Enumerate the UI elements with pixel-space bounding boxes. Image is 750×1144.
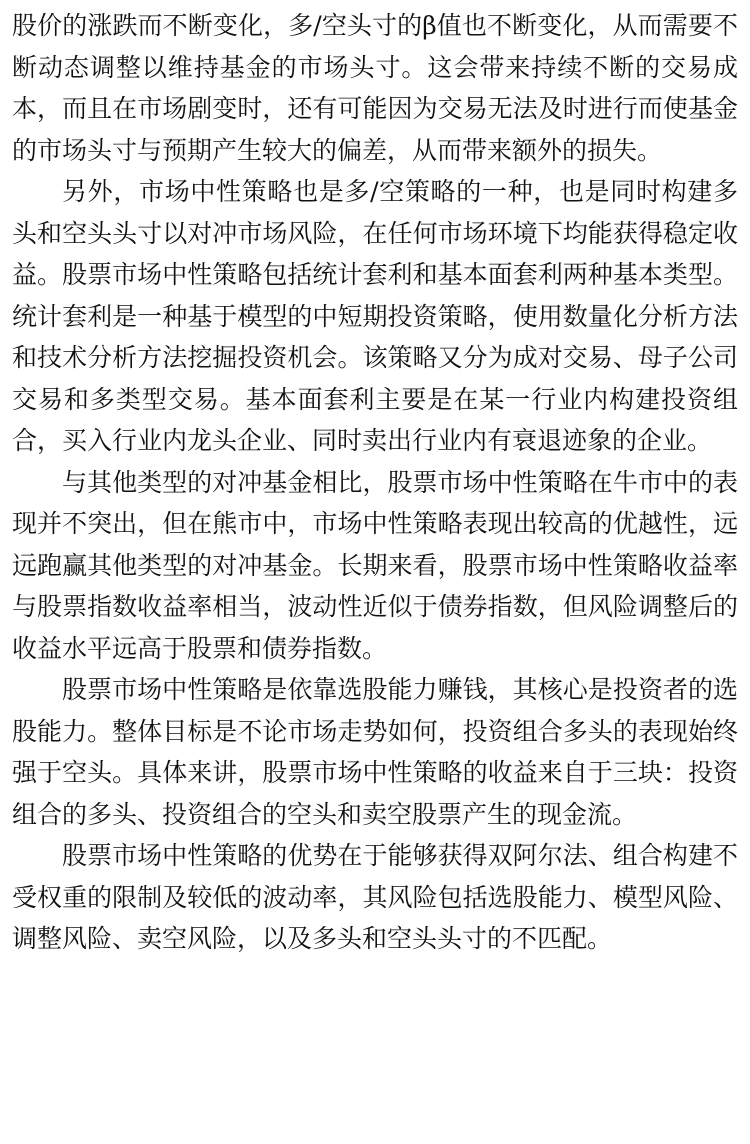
paragraph-performance-comparison: 与其他类型的对冲基金相比，股票市场中性策略在牛市中的表现并不突出，但在熊市中，市场中性策略表现出较高的优越性，远远跑赢其他类型的对冲基金。长期来看，股票市场中性策略收益率与股票指数收益率相当，波动性近似于债券指数，但风险调整后的收益水平远高于股票和债券指数。 <box>12 467 738 663</box>
paragraph-stock-selection: 股票市场中性策略是依靠选股能力赚钱，其核心是投资者的选股能力。整体目标是不论市场走势如何，投资组合多头的表现始终强于空头。具体来讲，股票市场中性策略的收益来自于三块：投资组合的多头、投资组合的空头和卖空股票产生的现金流。 <box>12 675 738 829</box>
paragraph-continued: 股价的涨跌而不断变化，多/空头寸的β值也不断变化，从而需要不断动态调整以维持基金的市场头寸。这会带来持续不断的交易成本，而且在市场剧变时，还有可能因为交易无法及时进行而使基金的市场头寸与预期产生较大的偏差，从而带来额外的损失。 <box>12 11 738 165</box>
paragraph-market-neutral-intro: 另外，市场中性策略也是多/空策略的一种，也是同时构建多头和空头头寸以对冲市场风险，在任何市场环境下均能获得稳定收益。股票市场中性策略包括统计套利和基本面套利两种基本类型。统计套利是一种基于模型的中短期投资策略，使用数量化分析方法和技术分析方法挖掘投资机会。该策略又分为成对交易、母子公司交易和多类型交易。基本面套利主要是在某一行业内构建投资组合，买入行业内龙头企业、同时卖出行业内有衰退迹象的企业。 <box>12 177 738 455</box>
paragraph-advantages-risks: 股票市场中性策略的优势在于能够获得双阿尔法、组合构建不受权重的限制及较低的波动率，其风险包括选股能力、模型风险、调整风险、卖空风险，以及多头和空头头寸的不匹配。 <box>12 841 738 953</box>
